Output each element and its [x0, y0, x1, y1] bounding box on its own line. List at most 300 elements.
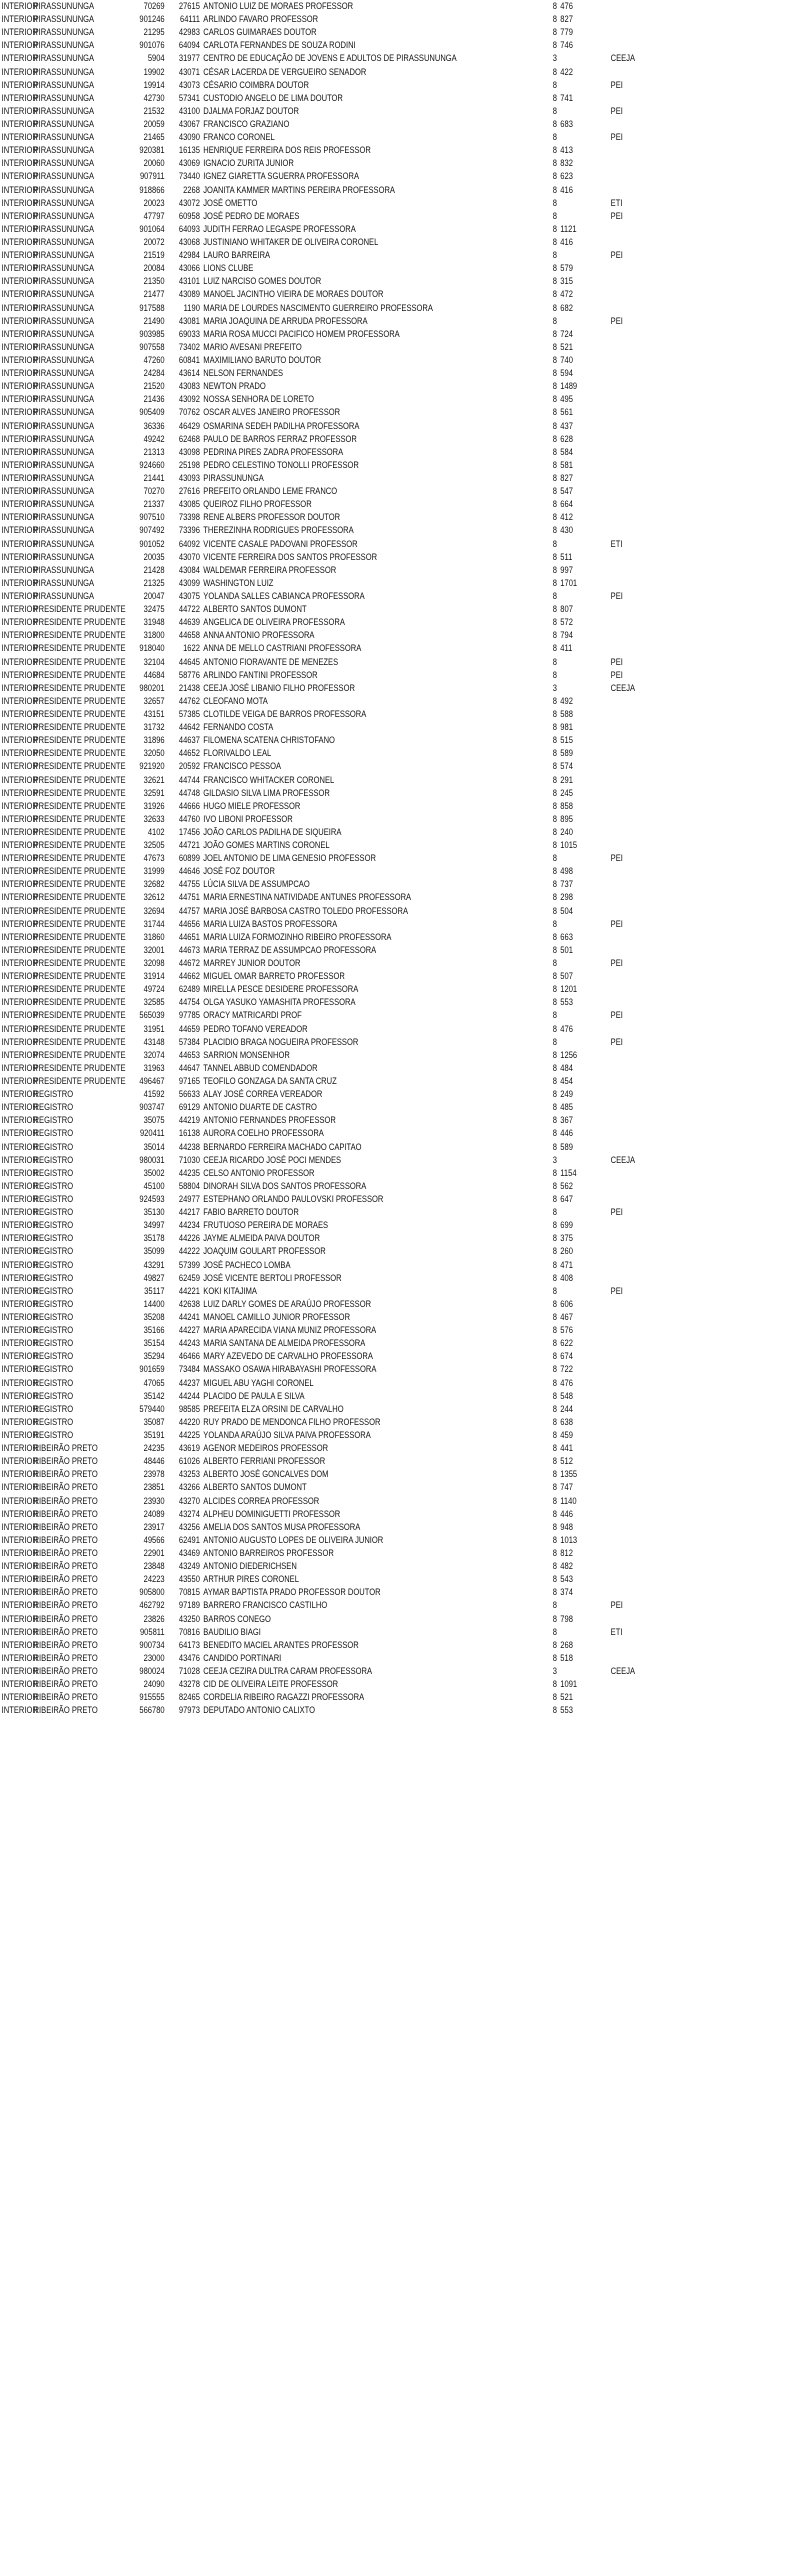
- type-code-cell: 8: [552, 407, 557, 418]
- program-cell: [609, 1114, 676, 1127]
- program-cell: PEI: [610, 105, 623, 116]
- program-cell: PEI: [610, 1010, 623, 1021]
- cie-code-cell: 32104: [143, 656, 165, 667]
- municipality-cell: PIRASSUNUNGA: [33, 289, 95, 300]
- program-cell: ETI: [610, 197, 623, 208]
- enrollment-cell: 1091: [560, 1679, 578, 1690]
- school-name-cell: CLEOFANO MOTA: [203, 695, 268, 706]
- school-code-cell: 43069: [178, 158, 200, 169]
- cie-code-cell: 21477: [143, 289, 165, 300]
- table-row: [0, 1704, 676, 1717]
- type-code-cell: 8: [552, 276, 557, 287]
- cie-code-cell: 4102: [147, 826, 165, 837]
- municipality-cell: PIRASSUNUNGA: [33, 328, 95, 339]
- enrollment-cell: 1140: [560, 1495, 577, 1506]
- table-row: [0, 1665, 676, 1678]
- cie-code-cell: 36336: [143, 420, 165, 431]
- school-code-cell: 43093: [178, 472, 200, 483]
- program-cell: [609, 1691, 676, 1704]
- enrollment-cell: 446: [560, 1128, 573, 1139]
- school-code-cell: 27616: [178, 486, 200, 497]
- cie-code-cell: 48446: [143, 1456, 165, 1467]
- school-name-cell: JOEL ANTONIO DE LIMA GENESIO PROFESSOR: [203, 853, 376, 864]
- cie-code-cell: 24284: [143, 368, 165, 379]
- cie-code-cell: 21532: [143, 105, 165, 116]
- type-code-cell: 8: [552, 564, 557, 575]
- municipality-cell: RIBEIRÃO PRETO: [33, 1705, 98, 1716]
- enrollment-cell: 553: [560, 1705, 573, 1716]
- municipality-cell: PIRASSUNUNGA: [33, 420, 95, 431]
- enrollment-cell: [559, 682, 609, 695]
- table-row: [0, 1586, 676, 1599]
- school-name-cell: BENEDITO MACIEL ARANTES PROFESSOR: [203, 1639, 359, 1650]
- cie-code-cell: 924660: [139, 459, 165, 470]
- school-code-cell: 43550: [178, 1574, 200, 1585]
- region-cell: INTERIOR: [1, 984, 38, 995]
- municipality-cell: REGISTRO: [33, 1338, 74, 1349]
- program-cell: [609, 511, 676, 524]
- school-name-cell: MARREY JUNIOR DOUTOR: [203, 958, 301, 969]
- region-cell: INTERIOR: [1, 1547, 38, 1558]
- school-name-cell: ANNA ANTONIO PROFESSORA: [203, 630, 315, 641]
- municipality-cell: PIRASSUNUNGA: [33, 486, 95, 497]
- program-cell: [609, 983, 676, 996]
- region-cell: INTERIOR: [1, 27, 38, 38]
- enrollment-cell: 454: [560, 1076, 573, 1087]
- cie-code-cell: 70269: [143, 1, 165, 12]
- program-cell: PEI: [610, 590, 623, 601]
- cie-code-cell: 980201: [139, 682, 165, 693]
- program-cell: PEI: [610, 958, 623, 969]
- region-cell: INTERIOR: [1, 761, 38, 772]
- enrollment-cell: 827: [560, 472, 573, 483]
- type-code-cell: 8: [552, 1692, 557, 1703]
- type-code-cell: 8: [552, 944, 557, 955]
- program-cell: [609, 1481, 676, 1494]
- region-cell: INTERIOR: [1, 105, 38, 116]
- region-cell: INTERIOR: [1, 472, 38, 483]
- cie-code-cell: 43291: [143, 1259, 165, 1270]
- school-name-cell: YOLANDA SALLES CABIANCA PROFESSORA: [203, 590, 365, 601]
- school-name-cell: CELSO ANTONIO PROFESSOR: [203, 1167, 315, 1178]
- municipality-cell: PIRASSUNUNGA: [33, 407, 95, 418]
- program-cell: ETI: [610, 1626, 623, 1637]
- region-cell: INTERIOR: [1, 813, 38, 824]
- school-name-cell: MARIA LUIZA BASTOS PROFESSORA: [203, 918, 338, 929]
- region-cell: INTERIOR: [1, 1652, 38, 1663]
- enrollment-cell: 268: [560, 1639, 573, 1650]
- region-cell: INTERIOR: [1, 735, 38, 746]
- type-code-cell: 8: [552, 1521, 557, 1532]
- cie-code-cell: 901064: [139, 223, 165, 234]
- type-code-cell: 8: [552, 617, 557, 628]
- enrollment-cell: 498: [560, 866, 573, 877]
- program-cell: [609, 1363, 676, 1376]
- school-code-cell: 44645: [178, 656, 200, 667]
- enrollment-cell: 647: [560, 1194, 573, 1204]
- type-code-cell: 3: [552, 1665, 557, 1676]
- table-row: [0, 865, 676, 878]
- type-code-cell: 8: [552, 1128, 557, 1139]
- program-cell: [609, 577, 676, 590]
- enrollment-cell: [559, 249, 609, 262]
- program-cell: ETI: [610, 538, 623, 549]
- school-code-cell: 57341: [178, 92, 200, 103]
- school-code-cell: 43619: [178, 1443, 200, 1454]
- table-row: [0, 79, 676, 92]
- table-row: [0, 197, 676, 210]
- enrollment-cell: 430: [560, 525, 573, 536]
- school-name-cell: ANTONIO FERNANDES PROFESSOR: [203, 1115, 336, 1126]
- cie-code-cell: 565039: [139, 1010, 165, 1021]
- program-cell: [609, 865, 676, 878]
- municipality-cell: REGISTRO: [33, 1390, 74, 1401]
- cie-code-cell: 21337: [143, 499, 165, 510]
- cie-code-cell: 32074: [143, 1049, 165, 1060]
- municipality-cell: PRESIDENTE PRUDENTE: [33, 826, 126, 837]
- type-code-cell: 8: [552, 1705, 557, 1716]
- program-cell: PEI: [610, 210, 623, 221]
- table-row: [0, 105, 676, 118]
- program-cell: [609, 1350, 676, 1363]
- region-cell: INTERIOR: [1, 1534, 38, 1545]
- school-name-cell: JOÃO CARLOS PADILHA DE SIQUEIRA: [203, 826, 342, 837]
- municipality-cell: REGISTRO: [33, 1351, 74, 1362]
- school-code-cell: 46429: [178, 420, 200, 431]
- municipality-cell: PIRASSUNUNGA: [33, 302, 95, 313]
- program-cell: [609, 931, 676, 944]
- municipality-cell: PIRASSUNUNGA: [33, 158, 95, 169]
- school-name-cell: HUGO MIELE PROFESSOR: [203, 800, 301, 811]
- program-cell: [609, 341, 676, 354]
- school-code-cell: 44755: [178, 879, 200, 890]
- school-code-cell: 60899: [178, 853, 200, 864]
- region-cell: INTERIOR: [1, 14, 38, 25]
- region-cell: INTERIOR: [1, 1521, 38, 1532]
- cie-code-cell: 32585: [143, 997, 165, 1008]
- cie-code-cell: 47065: [143, 1377, 165, 1388]
- enrollment-cell: 467: [560, 1311, 573, 1322]
- program-cell: [609, 787, 676, 800]
- cie-code-cell: 41592: [143, 1089, 165, 1100]
- school-code-cell: 44673: [178, 944, 200, 955]
- cie-code-cell: 35294: [143, 1351, 165, 1362]
- table-row: [0, 878, 676, 891]
- enrollment-cell: [559, 1206, 609, 1219]
- program-cell: [609, 878, 676, 891]
- school-name-cell: JUDITH FERRAO LEGASPE PROFESSORA: [203, 223, 356, 234]
- school-name-cell: FERNANDO COSTA: [203, 722, 274, 733]
- school-code-cell: 44225: [178, 1429, 200, 1440]
- enrollment-cell: 298: [560, 892, 573, 903]
- table-row: [0, 826, 676, 839]
- school-name-cell: MIGUEL OMAR BARRETO PROFESSOR: [203, 971, 345, 982]
- program-cell: [609, 642, 676, 655]
- cie-code-cell: 49566: [143, 1534, 165, 1545]
- type-code-cell: 8: [552, 1482, 557, 1493]
- table-row: [0, 695, 676, 708]
- cie-code-cell: 31926: [143, 800, 165, 811]
- program-cell: [609, 367, 676, 380]
- region-cell: INTERIOR: [1, 1180, 38, 1191]
- municipality-cell: PRESIDENTE PRUDENTE: [33, 931, 126, 942]
- school-code-cell: 43100: [178, 105, 200, 116]
- program-cell: [609, 1232, 676, 1245]
- table-row: [0, 734, 676, 747]
- school-name-cell: AGENOR MEDEIROS PROFESSOR: [203, 1443, 329, 1454]
- enrollment-cell: 408: [560, 1272, 573, 1283]
- type-code-cell: 8: [552, 171, 557, 182]
- cie-code-cell: 70270: [143, 486, 165, 497]
- school-name-cell: CEEJA CEZIRA DULTRA CARAM PROFESSORA: [203, 1665, 373, 1676]
- region-cell: INTERIOR: [1, 184, 38, 195]
- type-code-cell: 8: [552, 1115, 557, 1126]
- school-name-cell: DJALMA FORJAZ DOUTOR: [203, 105, 299, 116]
- municipality-cell: REGISTRO: [33, 1154, 74, 1165]
- type-code-cell: 8: [552, 66, 557, 77]
- school-name-cell: IVO LIBONI PROFESSOR: [203, 813, 293, 824]
- enrollment-cell: 832: [560, 158, 573, 169]
- region-cell: INTERIOR: [1, 512, 38, 523]
- school-code-cell: 44234: [178, 1220, 200, 1231]
- type-code-cell: 8: [552, 40, 557, 51]
- program-cell: [609, 1219, 676, 1232]
- school-name-cell: PIRASSUNUNGA: [203, 472, 264, 483]
- table-row: [0, 1023, 676, 1036]
- program-cell: [609, 485, 676, 498]
- school-name-cell: YOLANDA ARAÚJO SILVA PAIVA PROFESSORA: [203, 1429, 371, 1440]
- school-code-cell: 98585: [178, 1403, 200, 1414]
- type-code-cell: 8: [552, 145, 557, 156]
- cie-code-cell: 49242: [143, 433, 165, 444]
- region-cell: INTERIOR: [1, 420, 38, 431]
- school-name-cell: MIRELLA PESCE DESIDERE PROFESSORA: [203, 984, 359, 995]
- enrollment-cell: 1015: [560, 840, 578, 851]
- cie-code-cell: 35014: [143, 1141, 165, 1152]
- program-cell: [609, 603, 676, 616]
- table-row: [0, 669, 676, 682]
- region-cell: INTERIOR: [1, 119, 38, 130]
- type-code-cell: 8: [552, 1049, 557, 1060]
- enrollment-cell: 244: [560, 1403, 573, 1414]
- municipality-cell: PRESIDENTE PRUDENTE: [33, 1076, 126, 1087]
- region-cell: INTERIOR: [1, 774, 38, 785]
- school-code-cell: 44222: [178, 1246, 200, 1257]
- school-name-cell: JOANITA KAMMER MARTINS PEREIRA PROFESSORA: [203, 184, 395, 195]
- enrollment-cell: [559, 315, 609, 328]
- school-code-cell: 97189: [178, 1600, 200, 1611]
- type-code-cell: 8: [552, 695, 557, 706]
- school-code-cell: 31977: [178, 53, 200, 64]
- region-cell: INTERIOR: [1, 656, 38, 667]
- cie-code-cell: 45100: [143, 1180, 165, 1191]
- enrollment-cell: [559, 79, 609, 92]
- region-cell: INTERIOR: [1, 1626, 38, 1637]
- school-code-cell: 43249: [178, 1561, 200, 1572]
- type-code-cell: 8: [552, 1010, 557, 1021]
- type-code-cell: 8: [552, 263, 557, 274]
- type-code-cell: 8: [552, 355, 557, 365]
- school-name-cell: IGNACIO ZURITA JUNIOR: [203, 158, 294, 169]
- school-code-cell: 44241: [178, 1311, 200, 1322]
- school-code-cell: 44744: [178, 774, 200, 785]
- program-cell: [609, 760, 676, 773]
- region-cell: INTERIOR: [1, 289, 38, 300]
- program-cell: CEEJA: [610, 1665, 636, 1676]
- program-cell: [609, 891, 676, 904]
- municipality-cell: PIRASSUNUNGA: [33, 79, 95, 90]
- region-cell: INTERIOR: [1, 892, 38, 903]
- school-code-cell: 44244: [178, 1390, 200, 1401]
- school-code-cell: 61026: [178, 1456, 200, 1467]
- cie-code-cell: 462792: [139, 1600, 165, 1611]
- table-row: [0, 1337, 676, 1350]
- municipality-cell: REGISTRO: [33, 1272, 74, 1283]
- type-code-cell: 8: [552, 1443, 557, 1454]
- municipality-cell: RIBEIRÃO PRETO: [33, 1652, 98, 1663]
- enrollment-cell: 737: [560, 879, 573, 890]
- school-name-cell: LAURO BARREIRA: [203, 250, 271, 261]
- municipality-cell: RIBEIRÃO PRETO: [33, 1679, 98, 1690]
- cie-code-cell: 35099: [143, 1246, 165, 1257]
- school-name-cell: PEDRINA PIRES ZADRA PROFESSORA: [203, 446, 344, 457]
- region-cell: INTERIOR: [1, 368, 38, 379]
- enrollment-cell: 576: [560, 1325, 573, 1336]
- school-code-cell: 97785: [178, 1010, 200, 1021]
- school-code-cell: 43085: [178, 499, 200, 510]
- school-code-cell: 43089: [178, 289, 200, 300]
- type-code-cell: 8: [552, 1180, 557, 1191]
- school-code-cell: 43071: [178, 66, 200, 77]
- cie-code-cell: 35075: [143, 1115, 165, 1126]
- region-cell: INTERIOR: [1, 1167, 38, 1178]
- cie-code-cell: 905409: [139, 407, 165, 418]
- municipality-cell: PIRASSUNUNGA: [33, 263, 95, 274]
- enrollment-cell: [559, 1009, 609, 1022]
- cie-code-cell: 579440: [139, 1403, 165, 1414]
- school-name-cell: ALBERTO FERRIANI PROFESSOR: [203, 1456, 326, 1467]
- cie-code-cell: 901659: [139, 1364, 165, 1375]
- cie-code-cell: 31860: [143, 931, 165, 942]
- region-cell: INTERIOR: [1, 1298, 38, 1309]
- school-name-cell: WALDEMAR FERREIRA PROFESSOR: [203, 564, 337, 575]
- region-cell: INTERIOR: [1, 328, 38, 339]
- municipality-cell: REGISTRO: [33, 1207, 74, 1218]
- program-cell: [609, 393, 676, 406]
- region-cell: INTERIOR: [1, 1311, 38, 1322]
- program-cell: [609, 1075, 676, 1088]
- cie-code-cell: 35142: [143, 1390, 165, 1401]
- region-cell: INTERIOR: [1, 499, 38, 510]
- program-cell: [609, 406, 676, 419]
- type-code-cell: 8: [552, 918, 557, 929]
- school-name-cell: PLACIDO DE PAULA E SILVA: [203, 1390, 305, 1401]
- enrollment-cell: 476: [560, 1023, 573, 1034]
- municipality-cell: PRESIDENTE PRUDENTE: [33, 748, 126, 759]
- municipality-cell: PRESIDENTE PRUDENTE: [33, 918, 126, 929]
- school-code-cell: 43081: [178, 315, 200, 326]
- school-code-cell: 25198: [178, 459, 200, 470]
- cie-code-cell: 43148: [143, 1036, 165, 1047]
- region-cell: INTERIOR: [1, 1272, 38, 1283]
- school-code-cell: 43092: [178, 394, 200, 405]
- school-code-cell: 62468: [178, 433, 200, 444]
- school-code-cell: 44238: [178, 1141, 200, 1152]
- school-name-cell: PLACIDIO BRAGA NOGUEIRA PROFESSOR: [203, 1036, 359, 1047]
- region-cell: INTERIOR: [1, 1036, 38, 1047]
- type-code-cell: 8: [552, 1456, 557, 1467]
- school-code-cell: 43278: [178, 1679, 200, 1690]
- school-name-cell: CUSTODIO ANGELO DE LIMA DOUTOR: [203, 92, 343, 103]
- municipality-cell: PRESIDENTE PRUDENTE: [33, 787, 126, 798]
- type-code-cell: 8: [552, 394, 557, 405]
- type-code-cell: 8: [552, 761, 557, 772]
- enrollment-cell: 579: [560, 263, 573, 274]
- cie-code-cell: 31914: [143, 971, 165, 982]
- cie-code-cell: 23826: [143, 1613, 165, 1624]
- school-code-cell: 62489: [178, 984, 200, 995]
- table-row: [0, 642, 676, 655]
- table-row: [0, 577, 676, 590]
- school-name-cell: THEREZINHA RODRIGUES PROFESSORA: [203, 525, 354, 536]
- type-code-cell: 8: [552, 1469, 557, 1480]
- type-code-cell: 8: [552, 879, 557, 890]
- school-name-cell: ANGELICA DE OLIVEIRA PROFESSORA: [203, 617, 345, 628]
- enrollment-cell: 518: [560, 1652, 573, 1663]
- enrollment-cell: 492: [560, 695, 573, 706]
- cie-code-cell: 21436: [143, 394, 165, 405]
- enrollment-cell: 722: [560, 1364, 573, 1375]
- table-row: [0, 1455, 676, 1468]
- municipality-cell: REGISTRO: [33, 1128, 74, 1139]
- enrollment-cell: 416: [560, 184, 573, 195]
- program-cell: [609, 996, 676, 1009]
- table-row: [0, 144, 676, 157]
- region-cell: INTERIOR: [1, 1665, 38, 1676]
- cie-code-cell: 32612: [143, 892, 165, 903]
- table-row: [0, 1468, 676, 1481]
- school-code-cell: 44217: [178, 1207, 200, 1218]
- table-row: [0, 537, 676, 550]
- program-cell: [609, 1127, 676, 1140]
- program-cell: [609, 1573, 676, 1586]
- school-code-cell: 1190: [183, 302, 200, 313]
- table-row: [0, 1036, 676, 1049]
- municipality-cell: PIRASSUNUNGA: [33, 197, 95, 208]
- school-code-cell: 21438: [178, 682, 200, 693]
- type-code-cell: 8: [552, 971, 557, 982]
- municipality-cell: REGISTRO: [33, 1298, 74, 1309]
- program-cell: [609, 184, 676, 197]
- type-code-cell: 8: [552, 315, 557, 326]
- type-code-cell: 8: [552, 735, 557, 746]
- table-row: [0, 210, 676, 223]
- school-name-cell: WASHINGTON LUIZ: [203, 577, 274, 588]
- type-code-cell: 8: [552, 1220, 557, 1231]
- table-row: [0, 551, 676, 564]
- program-cell: [609, 13, 676, 26]
- cie-code-cell: 31951: [143, 1023, 165, 1034]
- region-cell: INTERIOR: [1, 682, 38, 693]
- program-cell: [609, 354, 676, 367]
- school-code-cell: 20592: [178, 761, 200, 772]
- school-name-cell: BARROS CONEGO: [203, 1613, 271, 1624]
- cie-code-cell: 21519: [143, 250, 165, 261]
- cie-code-cell: 32475: [143, 604, 165, 615]
- municipality-cell: PRESIDENTE PRUDENTE: [33, 813, 126, 824]
- enrollment-cell: 521: [560, 341, 573, 352]
- type-code-cell: 8: [552, 1403, 557, 1414]
